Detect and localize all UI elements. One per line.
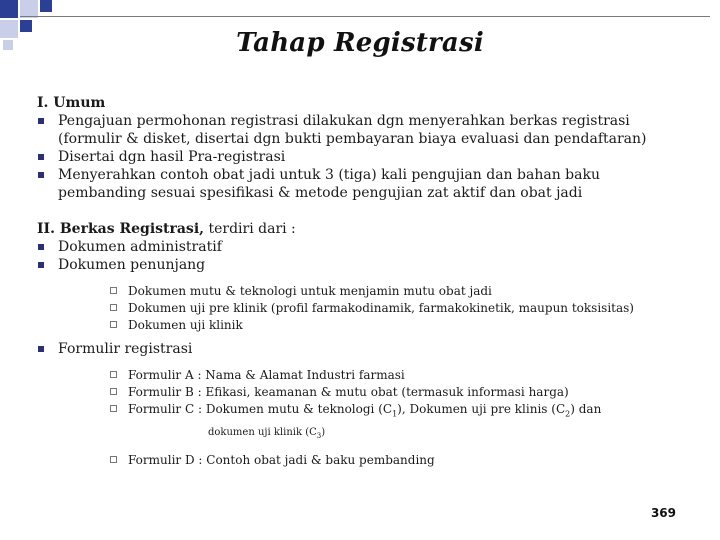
decor-square [0,0,18,18]
hollow-square-bullet-icon [110,287,117,294]
page-title: Tahap Registrasi [236,28,484,58]
list-item: Dokumen penunjang [37,256,697,274]
sub-list-item: Formulir B : Efikasi, keamanan & mutu obat (termasuk informasi harga) [37,384,697,401]
sub-list-item-continuation: dokumen uji klinik $(C_3)$ [208,427,326,441]
list-item: Formulir registrasi [37,340,697,358]
decor-square [40,0,52,12]
list-item: Pengajuan permohonan registrasi dilakukan dgn menyerahkan berkas registrasi (formulir & disket, disertai dgn bukti pembayaran biaya evaluasi dan pendaftaran) [37,112,697,148]
hollow-square-bullet-icon [110,456,117,463]
list-item: Menyerahkan contoh obat jadi untuk 3 (tiga) kali pengujian dan bahan baku pembanding sesuai spesifikasi & metode pengujian zat aktif dan obat jadi [37,166,697,202]
page-number: 369 [650,506,676,520]
sub-list-item: Dokumen mutu & teknologi untuk menjamin mutu obat jadi [37,283,697,300]
hollow-square-bullet-icon [110,371,117,378]
hollow-square-bullet-icon [110,321,117,328]
square-bullet-icon [38,244,44,250]
square-bullet-icon [38,172,44,178]
hollow-square-bullet-icon [110,405,117,412]
square-bullet-icon [38,118,44,124]
sub-list-item: Formulir C : Dokumen mutu & teknologi $(C_1)$, Dokumen uji pre klinis $(C_2)$ dan [37,401,697,422]
slide-content [37,94,697,469]
sub-list-item: Formulir A : Nama & Alamat Industri farmasi [37,367,697,384]
square-bullet-icon [38,346,44,352]
header-rule [20,16,710,17]
sub-list-item: Formulir D : Contoh obat jadi & baku pembanding [37,452,697,469]
list-item: Dokumen administratif [37,238,697,256]
square-bullet-icon [38,154,44,160]
section-2-heading: II. Berkas Registrasi, terdiri dari : [37,221,296,237]
hollow-square-bullet-icon [110,388,117,395]
hollow-square-bullet-icon [110,304,117,311]
section-1-heading: I. Umum [37,95,106,111]
sub-list-item: Dokumen uji klinik [37,317,697,334]
sub-list-item: Dokumen uji pre klinik (profil farmakodinamik, farmakokinetik, maupun toksisitas) [37,300,697,317]
list-item: Disertai dgn hasil Pra-registrasi [37,148,697,166]
square-bullet-icon [38,262,44,268]
